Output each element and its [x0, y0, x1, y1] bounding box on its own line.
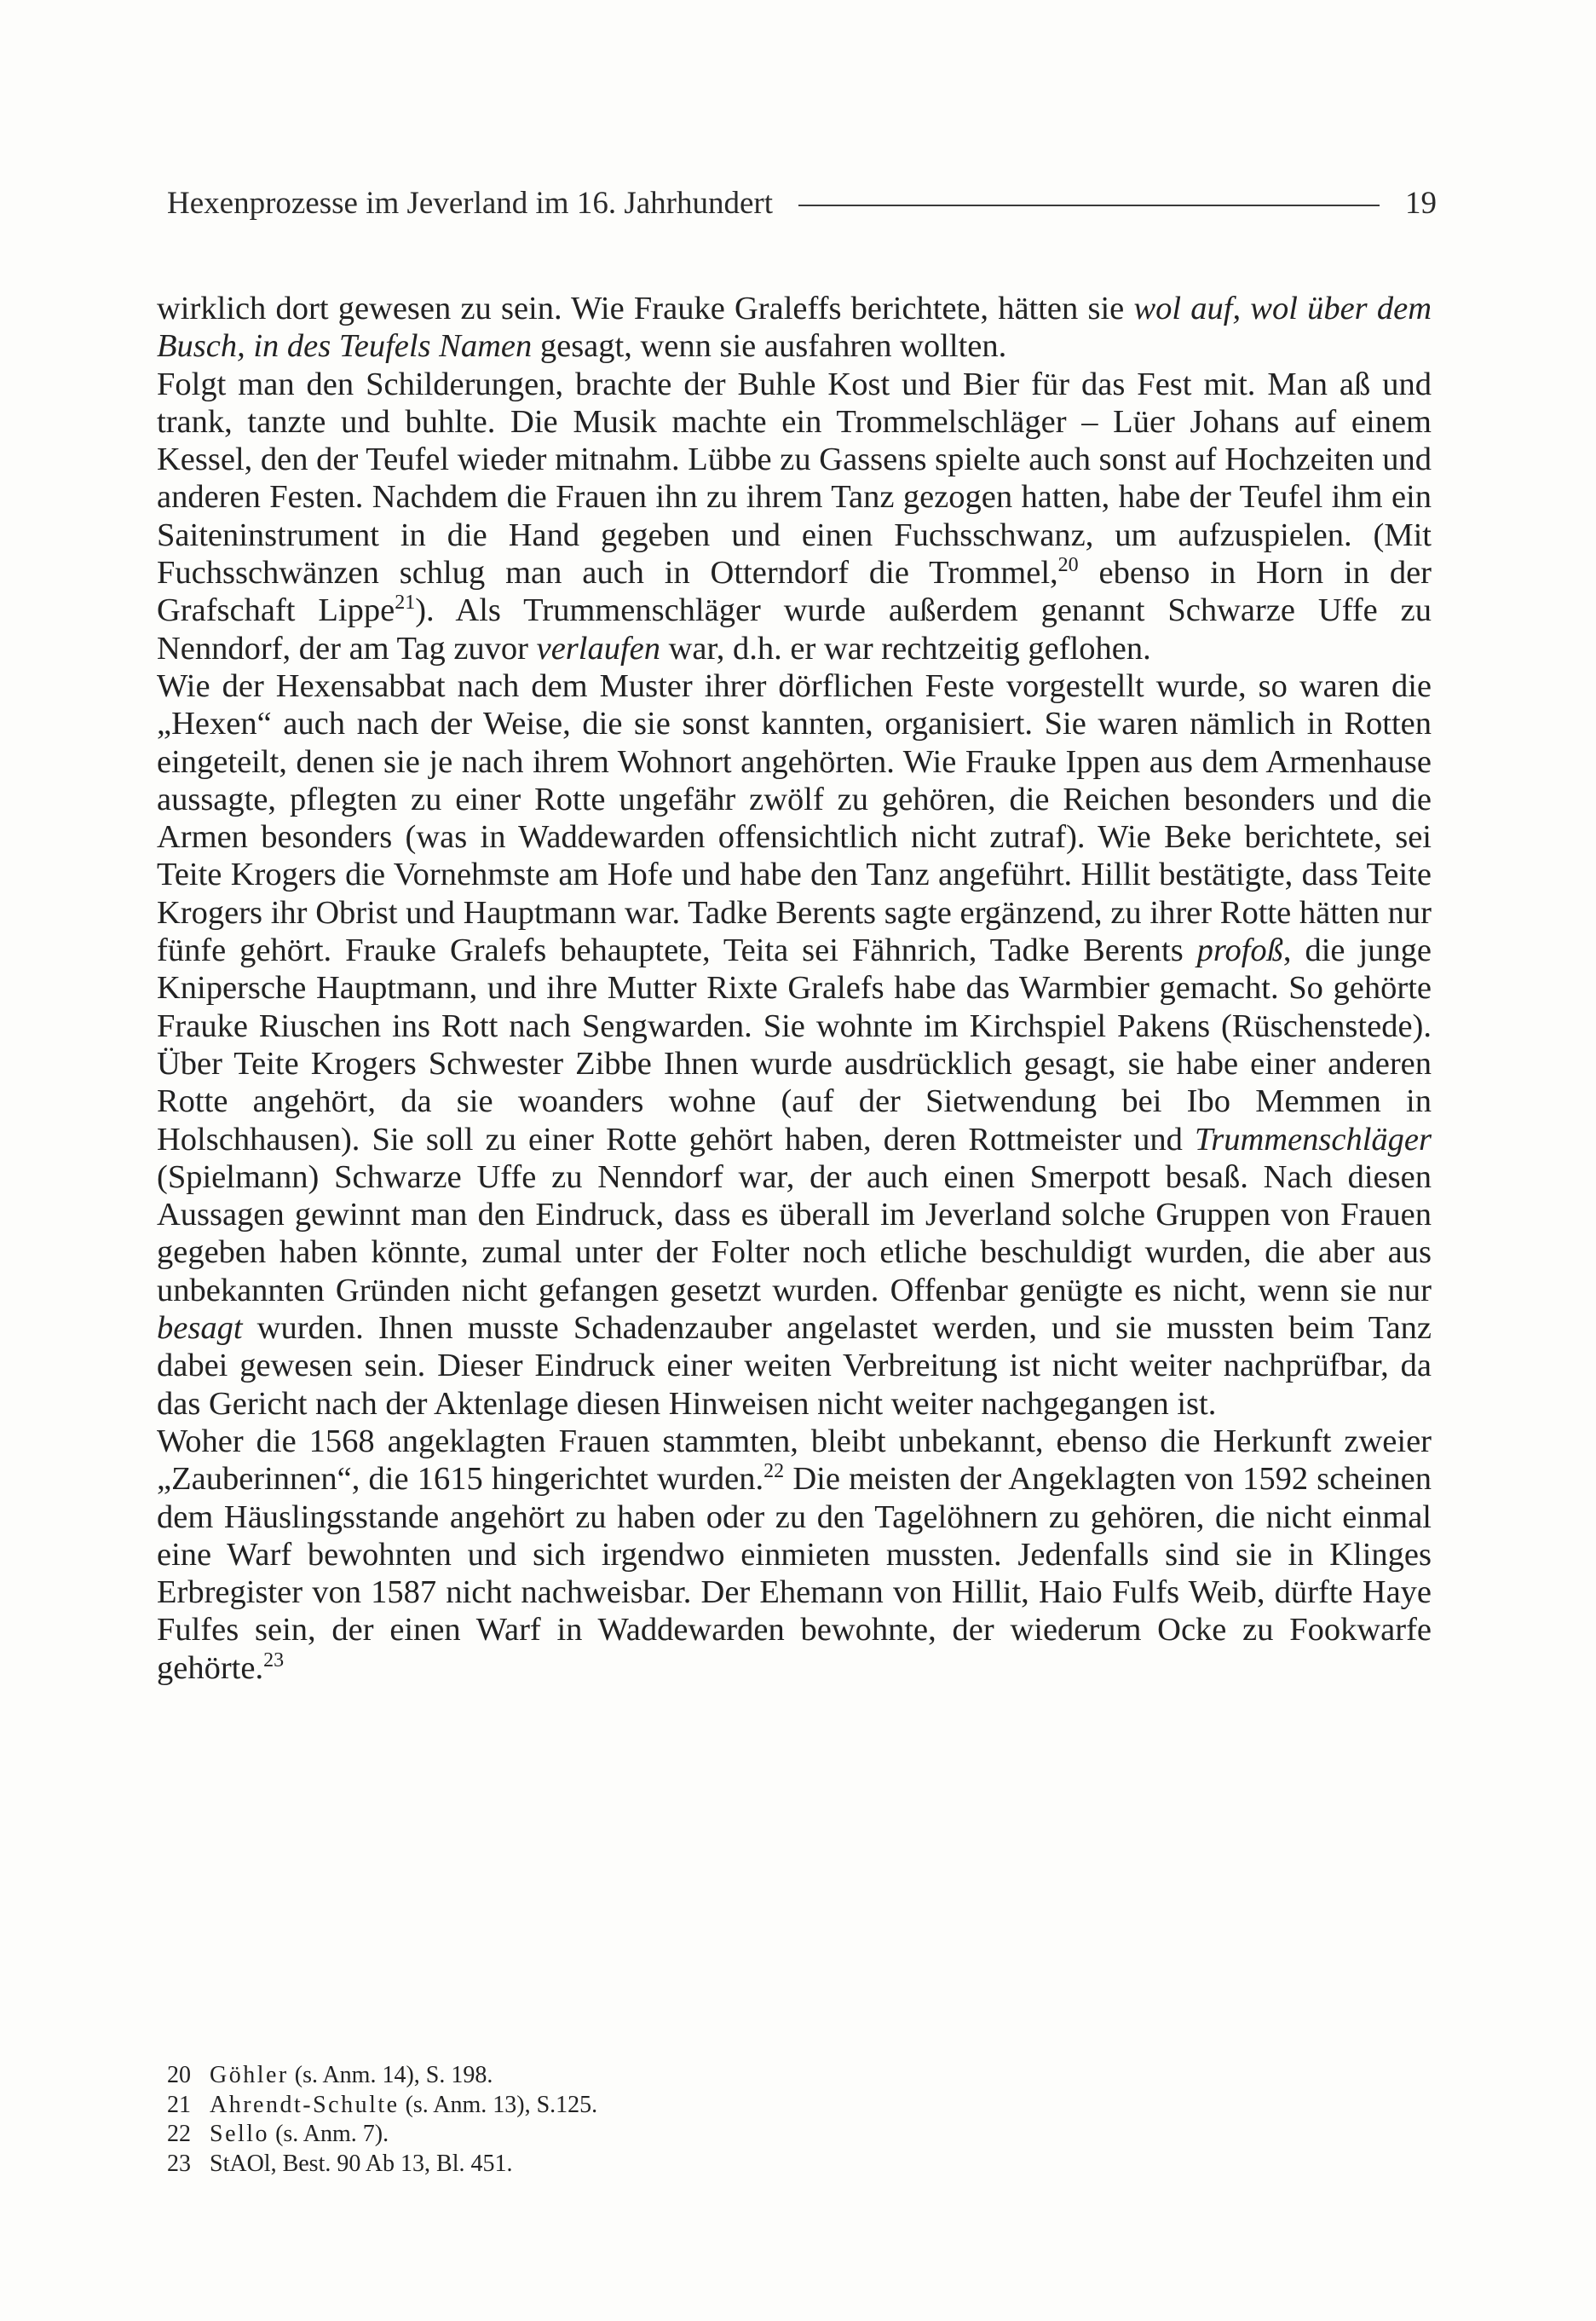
footnote — [167, 2091, 1275, 2121]
paragraph — [157, 667, 1432, 1423]
footnote-citation: StAOl, Best. 90 Ab 13, Bl. 451. — [210, 2150, 513, 2177]
footnote-text — [210, 2150, 512, 2180]
footnote-number: 20 — [167, 2062, 191, 2088]
text-run: ebenso in Horn in der Grafschaft Lippe — [157, 555, 1432, 629]
paragraph — [157, 1423, 1432, 1687]
text-run: wurden. Ihnen musste Schadenzauber angelastet werden, und sie mussten beim Tanz dabei gewesen sein. Dieser Eindruck einer weiten Verbreitung ist nicht weiter nachprüfbar, da das Gericht nach der Aktenlage diesen Hinweisen nicht weiter nachgegangen ist. — [157, 1310, 1432, 1422]
footnote-author: Sello — [210, 2121, 270, 2147]
italic-phrase: profoß — [1196, 932, 1283, 969]
paragraph — [157, 290, 1432, 366]
footnote-text — [210, 2091, 597, 2121]
text-run: Die meisten der Angeklagten von 1592 scheinen dem Häuslingsstande angehört zu haben oder zu den Tagelöhnern zu gehören, die nicht einmal eine Warf bewohnten und sich irgendwo einmieten mussten. Jedenfalls sind sie in Klinges Erbregister von 1587 nicht nachweisbar. Der Ehemann von Hillit, Haio Fulfs Weib, dürfte Haye Fulfes sein, der einen Warf in Waddewarden bewohnte, der wiederum Ocke zu Fookwarfe gehörte. — [157, 1461, 1432, 1686]
footnote-number: 23 — [167, 2150, 191, 2177]
text-run: Folgt man den Schilderungen, brachte der Buhle Kost und Bier für das Fest mit. Man aß und trank, tanzte und buhlte. Die Musik machte ein Trommelschläger – Lüer Johans auf einem Kessel, den der Teufel wieder mitnahm. Lübbe zu Gassens spielte auch sonst auf Hochzeiten und anderen Festen. Nachdem die Frauen ihn zu ihrem Tanz gezogen hatten, habe der Teufel ihm ein Saiteninstrument in die Hand gegeben und einen Fuchsschwanz, um aufzuspielen. (Mit Fuchsschwänzen schlug man auch in Otterndorf die Trommel, — [157, 366, 1432, 592]
footnote-author: Göhler — [210, 2062, 289, 2088]
footnote — [167, 2061, 1275, 2091]
text-run: Wie der Hexensabbat nach dem Muster ihrer dörflichen Feste vorgestellt wurde, so waren die „Hexen“ auch nach der Weise, die sie sonst kannten, organisiert. Sie waren nämlich in Rotten eingeteilt, denen sie je nach ihrem Wohnort angehörten. Wie Frauke Ippen aus dem Armenhause aussagte, pflegten zu einer Rotte ungefähr zwölf zu gehören, die Reichen besonders und die Armen besonders (was in Waddewarden offensichtlich nicht zutraf). Wie Beke berichtete, sei Teite Krogers die Vornehmste am Hofe und habe den Tanz angeführt. Hillit bestätigte, dass Teite Krogers ihr Obrist und Hauptmann war. Tadke Berents sagte ergänzend, zu ihrer Rotte hätten nur fünfe gehört. Frauke Gralefs behauptete, Teita sei Fähnrich, Tadke Berents — [157, 667, 1432, 969]
running-title: Hexenprozesse im Jeverland im 16. Jahrhundert — [167, 185, 774, 221]
text-run: gesagt, wenn sie ausfahren wollten. — [532, 328, 1007, 365]
main-text — [157, 290, 1432, 1687]
text-run: wirklich dort gewesen zu sein. Wie Frauke Graleffs berichtete, hätten sie — [157, 291, 1134, 326]
page-number: 19 — [1405, 185, 1437, 221]
footnote-citation: (s. Anm. 14), S. 198. — [288, 2062, 493, 2088]
footnote-ref: 23 — [263, 1648, 285, 1671]
text-run: , die junge Knipersche Hauptmann, und ihre Mutter Rixte Gralefs habe das Warmbier gemacht. So gehörte Frauke Riuschen ins Rott nach Sengwarden. Sie wohnte im Kirchspiel Pakens (Rüschenstede). Über Teite Krogers Schwester Zibbe Ihnen wurde ausdrücklich gesagt, sie habe einer anderen Rotte angehört, da sie woanders wohne (auf der Sietwendung bei Ibo Memmen in Holschhausen). Sie soll zu einer Rotte gehört haben, deren Rottmeister und — [157, 932, 1432, 1158]
footnote — [167, 2150, 1275, 2180]
italic-phrase: wol auf, wol über dem Busch, in des Teufels Namen — [157, 291, 1432, 365]
footnote — [167, 2120, 1275, 2150]
footnote-number: 22 — [167, 2121, 191, 2147]
footnote-text — [210, 2120, 389, 2150]
text-run: ). Als Trummenschläger wurde außerdem genannt Schwarze Uffe zu Nenndorf, der am Tag zuvor — [157, 592, 1432, 667]
italic-phrase: besagt — [157, 1310, 243, 1347]
italic-phrase: Trummenschläger — [1194, 1121, 1432, 1158]
footnote-text — [210, 2061, 493, 2091]
paragraph — [157, 366, 1432, 667]
footnote-citation: (s. Anm. 7). — [269, 2121, 389, 2147]
footnote-number: 21 — [167, 2091, 191, 2118]
footnote-citation: (s. Anm. 13), S.125. — [399, 2091, 598, 2118]
text-run: war, d.h. er war rechtzeitig geflohen. — [660, 630, 1151, 667]
header-rule — [798, 205, 1380, 206]
text-run: (Spielmann) Schwarze Uffe zu Nenndorf war, der auch einen Smerpott besaß. Nach diesen Aussagen gewinnt man den Eindruck, dass es überall im Jeverland solche Gruppen von Frauen gegeben haben könnte, zumal unter der Folter noch etliche beschuldigt wurden, die aber aus unbekannten Gründen nicht gefangen gesetzt wurden. Offenbar genügte es nicht, wenn sie nur — [157, 1158, 1432, 1308]
footnote-ref: 20 — [1057, 554, 1079, 577]
footnotes — [167, 2061, 1275, 2179]
footnote-author: Ahrendt-Schulte — [210, 2091, 400, 2118]
italic-phrase: verlaufen — [536, 630, 660, 667]
running-header — [167, 177, 1437, 228]
footnote-ref: 21 — [395, 592, 416, 615]
footnote-ref: 22 — [763, 1460, 785, 1483]
text-run: Woher die 1568 angeklagten Frauen stammten, bleibt unbekannt, ebenso die Herkunft zweier „Zauberinnen“, die 1615 hingerichtet wurden. — [157, 1423, 1432, 1498]
